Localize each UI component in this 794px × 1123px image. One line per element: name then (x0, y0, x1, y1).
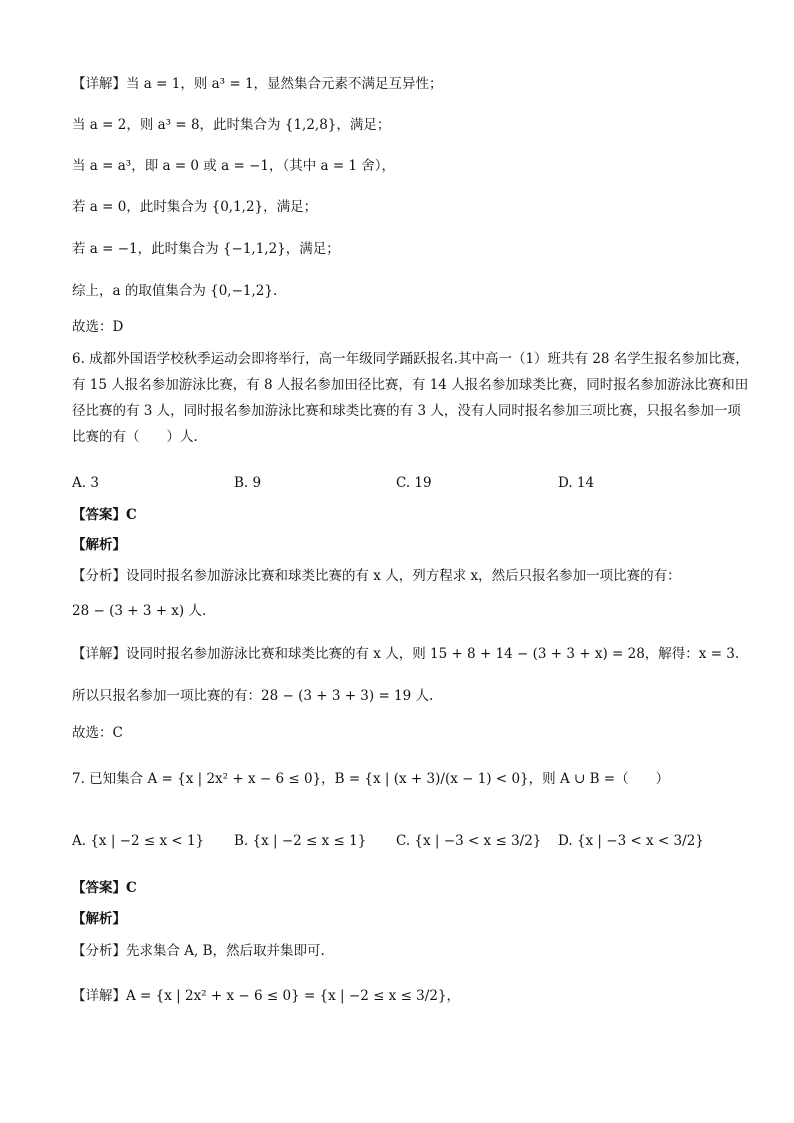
detail-line-4: 若 a = 0，此时集合为 {0,1,2}，满足； (72, 199, 318, 215)
q6-option-b: B. 9 (234, 475, 262, 491)
q7-option-d: D. {x | −3 < x < 3/2} (558, 833, 704, 849)
q6-option-c: C. 19 (396, 475, 432, 491)
q6-answer: 【答案】C (72, 507, 137, 523)
q7-analysis-title: 【解析】 (72, 911, 126, 927)
question-7-stem: 7. 已知集合 A = {x | 2x² + x − 6 ≤ 0}，B = {x | (x + 3)/(x − 1) < 0}，则 A ∪ B =（ ） (72, 771, 670, 787)
q7-option-c: C. {x | −3 < x ≤ 3/2} (396, 833, 542, 849)
detail-line-1: 【详解】当 a = 1，则 a³ = 1，显然集合元素不满足互异性； (72, 76, 443, 92)
q6-analysis-line-1: 【分析】设同时报名参加游泳比赛和球类比赛的有 x 人，列方程求 x，然后只报名参加一项比赛的有： (72, 568, 681, 584)
q6-analysis-line-2: 28 − (3 + 3 + x) 人. (72, 603, 207, 619)
q6-choice: 故选：C (72, 725, 123, 741)
question-6-stem: 6. 成都外国语学校秋季运动会即将举行，高一年级同学踊跃报名.其中高一（1）班共有 28 名学生报名参加比赛，有 15 人报名参加游泳比赛，有 8 人报名参加田径比赛，有 14 人报名参加球类比赛，同时报名参加游泳比赛和田径比赛的有 3 人，同时报名参加游泳比赛和球类比赛的有 3 人，没有人同时报名参加三项比赛，只报名参加一项比赛的有（ ）人. (72, 351, 749, 445)
q6-detail: 【详解】设同时报名参加游泳比赛和球类比赛的有 x 人，则 15 + 8 + 14 − (3 + 3 + x) = 28，解得：x = 3. (72, 646, 740, 662)
q6-option-a: A. 3 (72, 475, 99, 491)
q6-option-d: D. 14 (558, 475, 595, 491)
choice-line: 故选：D (72, 319, 124, 335)
detail-line-6: 综上，a 的取值集合为 {0,−1,2}. (72, 283, 278, 299)
q7-option-b: B. {x | −2 ≤ x ≤ 1} (234, 833, 367, 849)
q6-detail-2: 所以只报名参加一项比赛的有：28 − (3 + 3 + 3) = 19 人. (72, 688, 434, 704)
detail-line-2: 当 a = 2，则 a³ = 8，此时集合为 {1,2,8}，满足； (72, 117, 391, 133)
detail-line-5: 若 a = −1，此时集合为 {−1,1,2}，满足； (72, 241, 340, 257)
q7-option-a: A. {x | −2 ≤ x < 1} (72, 833, 205, 849)
q7-detail: 【详解】A = {x | 2x² + x − 6 ≤ 0} = {x | −2 ≤ x ≤ 3/2}， (72, 988, 460, 1004)
q7-answer: 【答案】C (72, 880, 137, 896)
detail-line-3: 当 a = a³，即 a = 0 或 a = −1，（其中 a = 1 舍）， (72, 158, 396, 174)
q6-analysis-title: 【解析】 (72, 537, 126, 553)
q7-analysis: 【分析】先求集合 A, B，然后取并集即可. (72, 943, 325, 959)
